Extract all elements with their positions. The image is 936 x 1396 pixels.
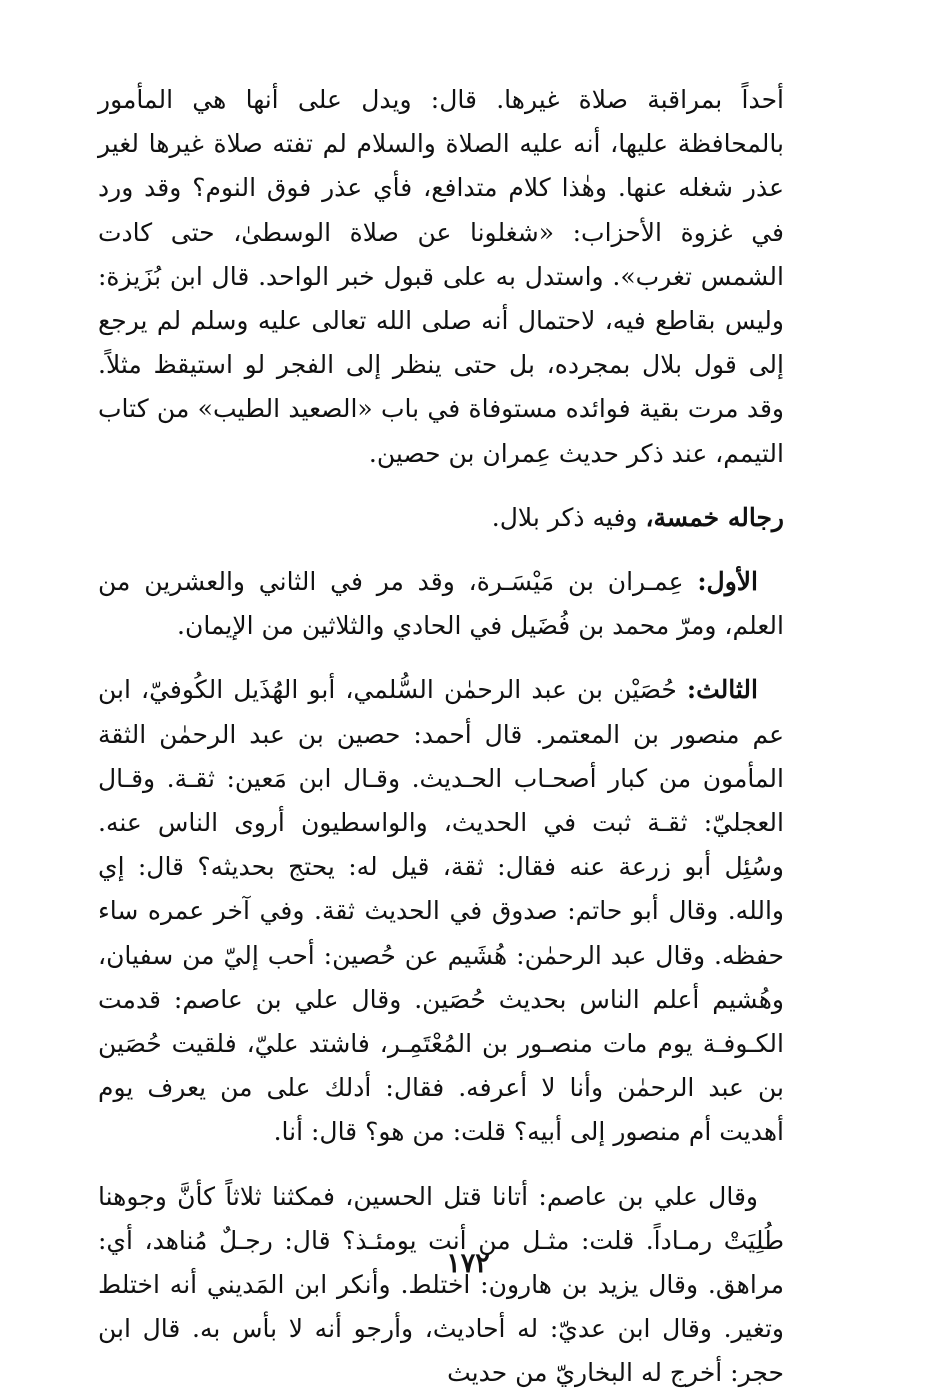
paragraph-1 <box>98 78 784 476</box>
paragraph-gap <box>98 540 784 560</box>
third-narrator-lead: الثالث: <box>686 675 758 705</box>
first-narrator-text: عِمـران بن مَيْسَـرة، وقد مر في الثاني والعشرين من العلم، ومرّ محمد بن فُضَيل في الحادي والثلاثين من الإيمان. <box>98 567 784 641</box>
narrators-heading-lead: رجاله خمسة، <box>645 502 784 532</box>
third-narrator-text: حُصَيْن بن عبد الرحمٰن السُّلمي، أبو الهُذَيل الكُوفيّ، ابن عم منصور بن المعتمر. قال أحمد: حصين بن عبد الرحمٰن الثقة المأمون من كبار أصحـاب الحـديث. وقـال ابن مَعين: ثقـة. وقـال العجليّ: ثقـة ثبت في الحديث، والواسطيون أروى الناس عنه. وسُئِل أبو زرعة عنه فقال: ثقة، قيل له: يحتج بحديثه؟ قال: إي والله. وقال أبو حاتم: صدوق في الحديث ثقة. وفي آخر عمره ساء حفظه. وقال عبد الرحمٰن: هُشَيم عن حُصين: أحب إليّ من سفيان، وهُشيم أعلم الناس بحديث حُصَين. وقال علي بن عاصم: قدمت الكـوفـة يوم مات منصـور بن المُعْتَمِـر، فاشتد عليّ، فلقيت حُصَين بن عبد الرحمٰن وأنا لا أعرفه. فقال: أدلك على من يعرف يوم أهديت أم منصور إلى أبيه؟ قلت: من هو؟ قال: أنا. <box>98 675 784 1147</box>
page-body <box>98 78 784 1396</box>
first-narrator-lead: الأول: <box>697 567 758 597</box>
page-number: ١٧٢ <box>446 1248 490 1279</box>
paragraph-gap <box>98 476 784 496</box>
paragraph-gap <box>98 1155 784 1175</box>
paragraph-ali-bin-asim <box>98 1175 784 1396</box>
paragraph-gap <box>98 648 784 668</box>
narrators-heading-text: وفيه ذكر بلال. <box>491 502 646 532</box>
ali-bin-asim-text: وقال علي بن عاصم: أتانا قتل الحسين، فمكثنا ثلاثاً كأنَّ وجوهنا طُلِيَتْ رمـاداً. قلت: مثـل من أنت يومئـذ؟ قال: رجـلٌ مُناهد، أي: مراهق. وقال يزيد بن هارون: اختلط. وأنكر ابن المَديني أنه اختلط وتغير. وقال ابن عديّ: له أحاديث، وأرجو أنه لا بأس به. قال ابن حجر: أخرج له البخاريّ من حديث <box>98 1181 784 1388</box>
paragraph-narrators-heading <box>98 496 784 540</box>
paragraph-1-text: أحداً بمراقبة صلاة غيرها. قال: ويدل على أنها هي المأمور بالمحافظة عليها، أنه عليه الصلاة والسلام لم تفته صلاة غيرها لغير عذر شغله عنها. وهٰذا كلام متدافع، فأي عذر فوق النوم؟ وقد ورد في غزوة الأحزاب: «شغلونا عن صلاة الوسطىٰ، حتى كادت الشمس تغرب». واستدل به على قبول خبر الواحد. قال ابن بُزَيزة: وليس بقاطع فيه، لاحتمال أنه صلى الله تعالى عليه وسلم لم يرجع إلى قول بلال بمجرده، بل حتى ينظر إلى الفجر لو استيقظ مثلاً. وقد مرت بقية فوائده مستوفاة في باب «الصعيد الطيب» من كتاب التيمم، عند ذكر حديث عِمران بن حصين. <box>98 85 784 468</box>
paragraph-third-narrator <box>98 668 784 1154</box>
paragraph-first-narrator <box>98 560 784 648</box>
